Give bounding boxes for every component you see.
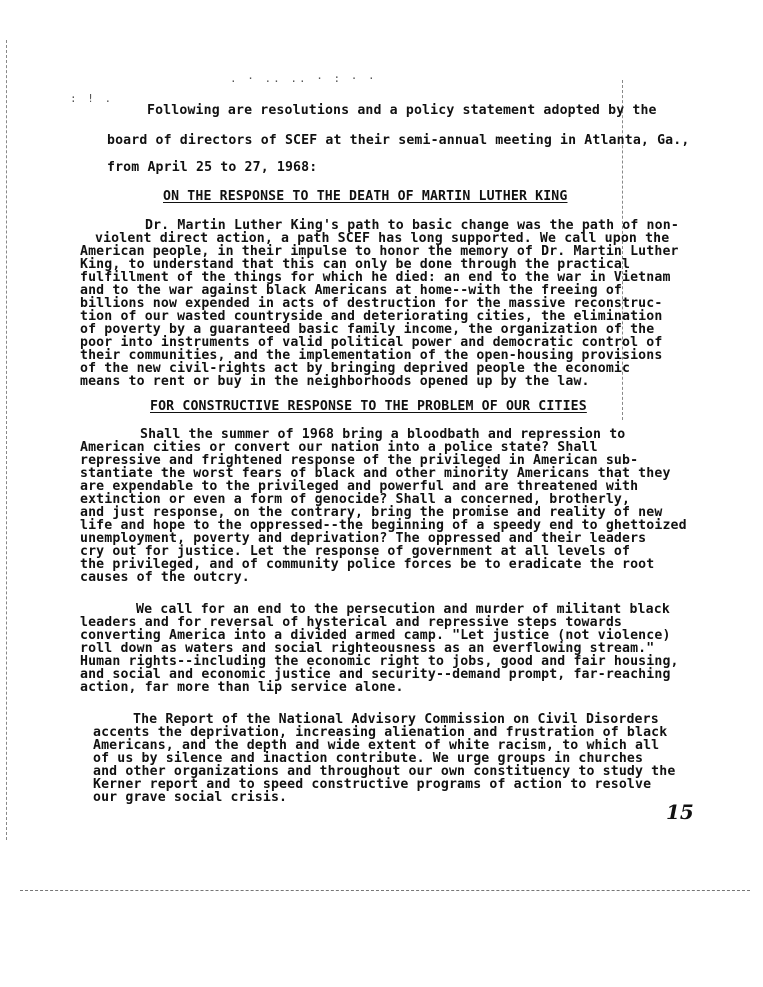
section-heading: ON THE RESPONSE TO THE DEATH OF MARTIN LUTHER KING — [163, 189, 568, 204]
paragraph-line: and to the war against black Americans at home--with the freeing of — [80, 283, 622, 298]
paragraph-line: of the new civil-rights act by bringing deprived people the economic — [80, 361, 631, 376]
paragraph-line: Americans, and the depth and wide extent of white racism, to which all — [93, 738, 660, 753]
paragraph-line: their communities, and the implementation of the open-housing provisions — [80, 348, 663, 363]
intro-line: from April 25 to 27, 1968: — [107, 160, 318, 175]
intro-line: board of directors of SCEF at their semi-annual meeting in Atlanta, Ga., — [107, 133, 690, 148]
paragraph-line: means to rent or buy in the neighborhoods opened up by the law. — [80, 374, 590, 389]
paragraph-line: action, far more than lip service alone. — [80, 680, 404, 695]
paragraph-line: Dr. Martin Luther King's path to basic change was the path of non- — [145, 218, 679, 233]
paragraph-line: stantiate the worst fears of black and other minority Americans that they — [80, 466, 671, 481]
paragraph-line: billions now expended in acts of destruction for the massive reconstruc- — [80, 296, 663, 311]
paragraph-line: tion of our wasted countryside and deteriorating cities, the elimination — [80, 309, 663, 324]
paragraph-line: and just response, on the contrary, bring the promise and reality of new — [80, 505, 663, 520]
paragraph-line: King, to understand that this can only be done through the practical — [80, 257, 631, 272]
section-heading: FOR CONSTRUCTIVE RESPONSE TO THE PROBLEM OF OUR CITIES — [150, 399, 587, 414]
paragraph-line: The Report of the National Advisory Commission on Civil Disorders — [133, 712, 659, 727]
paragraph-line: violent direct action, a path SCEF has long supported. We call upon the — [95, 231, 670, 246]
paragraph-line: cry out for justice. Let the response of government at all levels of — [80, 544, 631, 559]
scan-speck-top: . · .. .. · : · · — [230, 72, 377, 85]
paragraph-line: the privileged, and of community police forces be to eradicate the root — [80, 557, 655, 572]
paragraph-line: Kerner report and to speed constructive programs of action to resolve — [93, 777, 652, 792]
paragraph-line: poor into instruments of valid political power and democratic control of — [80, 335, 663, 350]
paragraph-line: accents the deprivation, increasing alienation and frustration of black — [93, 725, 668, 740]
paragraph-line: and social and economic justice and security--demand prompt, far-reaching — [80, 667, 671, 682]
paragraph-line: of poverty by a guaranteed basic family income, the organization of the — [80, 322, 655, 337]
paragraph-line: American cities or convert our nation into a police state? Shall — [80, 440, 598, 455]
scan-rule-bottom — [20, 890, 750, 891]
intro-line: Following are resolutions and a policy statement adopted by the — [147, 103, 657, 118]
paragraph-line: Human rights--including the economic right to jobs, good and fair housing, — [80, 654, 679, 669]
paragraph-line: and other organizations and throughout our own constituency to study the — [93, 764, 676, 779]
paragraph-line: American people, in their impulse to honor the memory of Dr. Martin Luther — [80, 244, 679, 259]
paragraph-line: are expendable to the privileged and powerful and are threatened with — [80, 479, 639, 494]
scan-speck-left: : ! . — [70, 92, 114, 105]
scan-edge-left — [6, 40, 7, 840]
paragraph-line: roll down as waters and social righteousness as an everflowing stream." — [80, 641, 655, 656]
paragraph-line: our grave social crisis. — [93, 790, 288, 805]
paragraph-line: causes of the outcry. — [80, 570, 250, 585]
paragraph-line: life and hope to the oppressed--the beginning of a speedy end to ghettoized — [80, 518, 687, 533]
paragraph-line: leaders and for reversal of hysterical and repressive steps towards — [80, 615, 622, 630]
paragraph-line: of us by silence and inaction contribute. We urge groups in churches — [93, 751, 644, 766]
paragraph-line: extinction or even a form of genocide? Shall a concerned, brotherly, — [80, 492, 631, 507]
paragraph-line: converting America into a divided armed camp. "Let justice (not violence) — [80, 628, 671, 643]
page-number-mark: 15 — [666, 800, 694, 824]
paragraph-line: fulfillment of the things for which he died: an end to the war in Vietnam — [80, 270, 671, 285]
paragraph-line: We call for an end to the persecution and murder of militant black — [136, 602, 670, 617]
paragraph-line: repressive and frightened response of the privileged in American sub- — [80, 453, 639, 468]
paragraph-line: unemployment, poverty and deprivation? The oppressed and their leaders — [80, 531, 647, 546]
paragraph-line: Shall the summer of 1968 bring a bloodbath and repression to — [140, 427, 626, 442]
